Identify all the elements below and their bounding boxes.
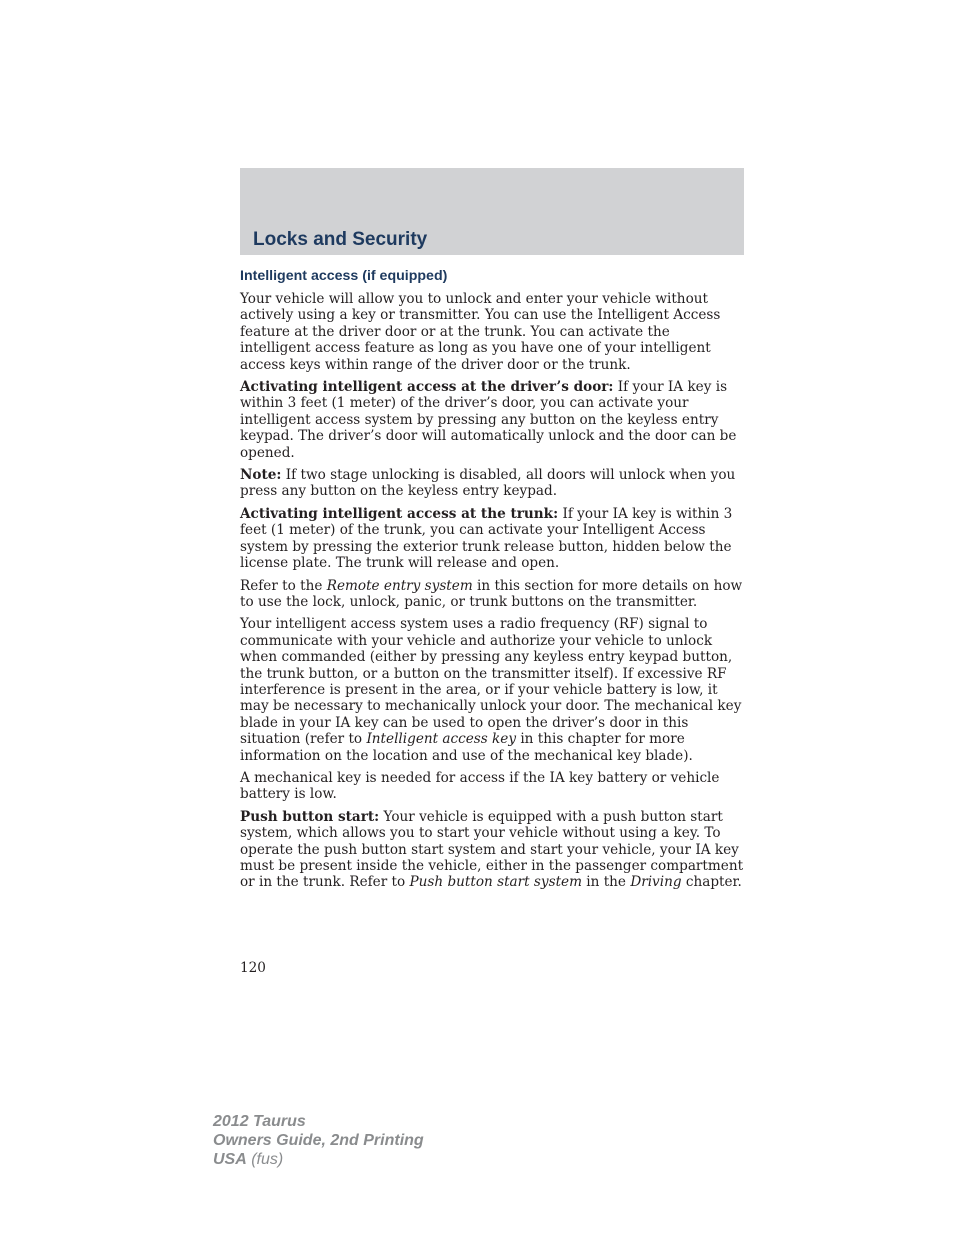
mechanical-key-paragraph: A mechanical key is needed for access if the IA key battery or vehicle battery is low. [240, 769, 720, 803]
refer-text-after: in this section for more details on how to use the lock, unlock, panic, or trunk buttons on the transmitter. [240, 577, 743, 610]
footer-region-name: USA [213, 1151, 247, 1168]
push-start-middle: in the [581, 874, 631, 891]
push-button-start-reference: Push button start system [409, 874, 582, 891]
trunk-label: Activating intelligent access at the trunk: [240, 505, 559, 522]
chapter-header-band [240, 168, 744, 255]
push-start-after: chapter. [681, 874, 742, 891]
trunk-paragraph [240, 506, 744, 572]
footer [213, 1112, 424, 1169]
driver-door-text: If your IA key is within 3 feet (1 meter) of the driver’s door, you can activate your intelligent access system by pressing any button on the keyless entry keypad. The driver’s door will automatically unlock and the door can be opened. [240, 379, 737, 461]
footer-region-code: (fus) [246, 1151, 284, 1168]
remote-entry-reference: Remote entry system [326, 577, 473, 594]
footer-model: 2012 Taurus [213, 1113, 306, 1130]
note-label: Note: [240, 467, 282, 484]
note-paragraph [240, 467, 744, 500]
push-start-label: Push button start: [240, 808, 380, 825]
driving-chapter-reference: Driving [630, 874, 682, 891]
page-number: 120 [240, 960, 266, 976]
push-start-paragraph [240, 809, 744, 891]
footer-region [213, 1150, 424, 1169]
rf-text-after: in this chapter for more information on the location and use of the mechanical key blade). [240, 731, 693, 764]
section-heading: Intelligent access (if equipped) [240, 268, 448, 284]
push-start-text: Your vehicle is equipped with a push button start system, which allows you to start your vehicle without using a key. To operate the push button start system and start your vehicle, your IA key must be present inside the vehicle, either in the passenger compartment or in the trunk. Refer to [240, 808, 744, 891]
driver-door-label: Activating intelligent access at the driver’s door: [240, 379, 614, 396]
page-content [240, 268, 744, 897]
rf-text-before: Your intelligent access system uses a radio frequency (RF) signal to communicate with your vehicle and authorize your vehicle to unlock when commanded (either by pressing any keyless entry keypad button, the trunk button, or a button on the transmitter itself). If excessive RF interference is present in the area, or if your vehicle battery is low, it may be necessary to mechanically unlock your door. The mechanical key blade in your IA key can be used to open the driver’s door in this situation (refer to [240, 616, 742, 748]
intelligent-access-key-reference: Intelligent access key [366, 731, 517, 748]
trunk-text: If your IA key is within 3 feet (1 meter) of the trunk, you can activate your Intelligent Access system by pressing the exterior trunk release button, hidden below the license plate. The trunk will release and open. [240, 505, 733, 572]
intro-paragraph: Your vehicle will allow you to unlock and enter your vehicle without actively using a key or transmitter. You can use the Intelligent Access feature at the driver door or at the trunk. You can activate the intelligent access feature as long as you have one of your intelligent access keys within range of the driver door or the trunk. [240, 291, 721, 373]
rf-paragraph [240, 616, 744, 764]
footer-edition: Owners Guide, 2nd Printing [213, 1132, 424, 1149]
note-text: If two stage unlocking is disabled, all doors will unlock when you press any button on the keyless entry keypad. [240, 467, 736, 500]
refer-paragraph [240, 578, 744, 611]
driver-door-paragraph [240, 379, 744, 461]
chapter-title: Locks and Security [253, 229, 428, 250]
refer-text-before: Refer to the [240, 577, 327, 594]
